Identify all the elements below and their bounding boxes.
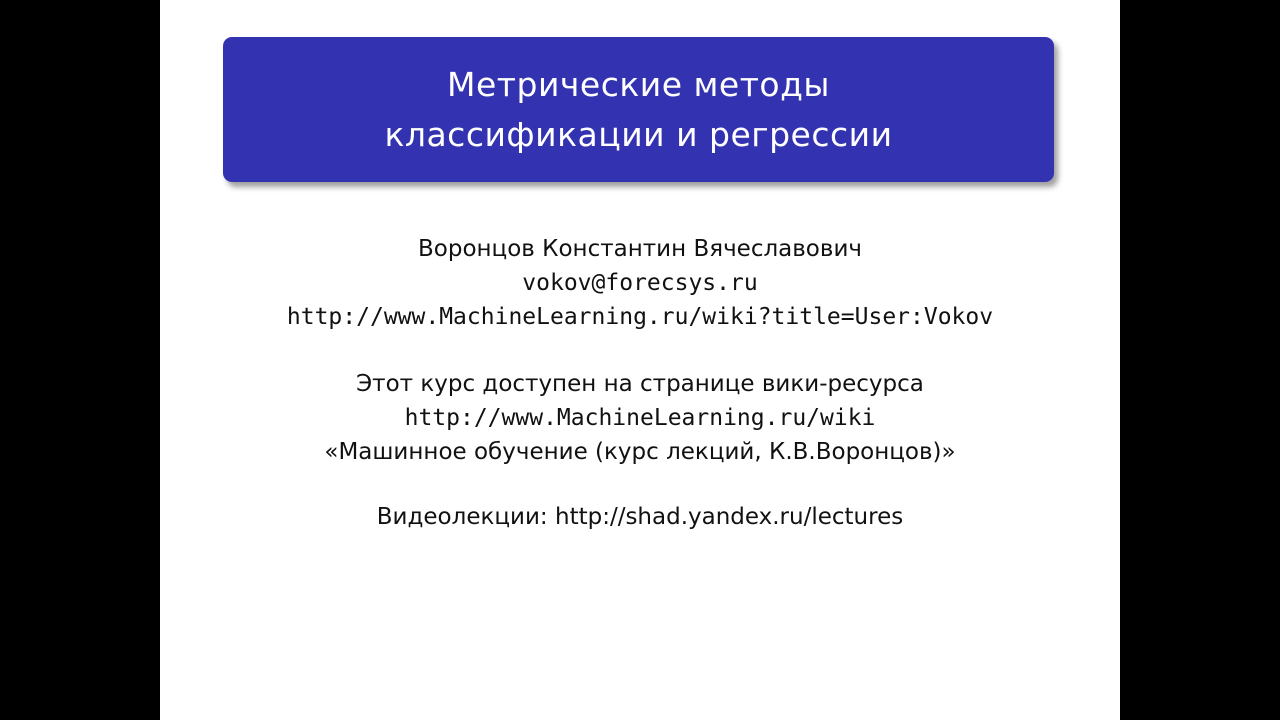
title-line-2: классификации и регрессии	[384, 114, 893, 154]
author-name: Воронцов Константин Вячеславович	[418, 236, 862, 262]
title-box	[223, 37, 1054, 182]
video-block	[160, 500, 1120, 534]
video-lectures-text: Видеолекции: http://shad.yandex.ru/lectures	[376, 504, 904, 530]
course-block	[160, 367, 1120, 469]
author-block	[160, 232, 1120, 334]
author-email: vokov@forecsys.ru	[522, 270, 758, 296]
course-url: http://www.MachineLearning.ru/wiki	[404, 405, 876, 431]
slide	[160, 0, 1120, 720]
course-name: «Машинное обучение (курс лекций, К.В.Воронцов)»	[324, 439, 956, 465]
title-line-1: Метрические методы	[447, 64, 830, 104]
course-note: Этот курс доступен на странице вики-ресурса	[356, 371, 924, 397]
author-homepage-link: http://www.MachineLearning.ru/wiki?title=User:Vokov	[286, 304, 994, 330]
